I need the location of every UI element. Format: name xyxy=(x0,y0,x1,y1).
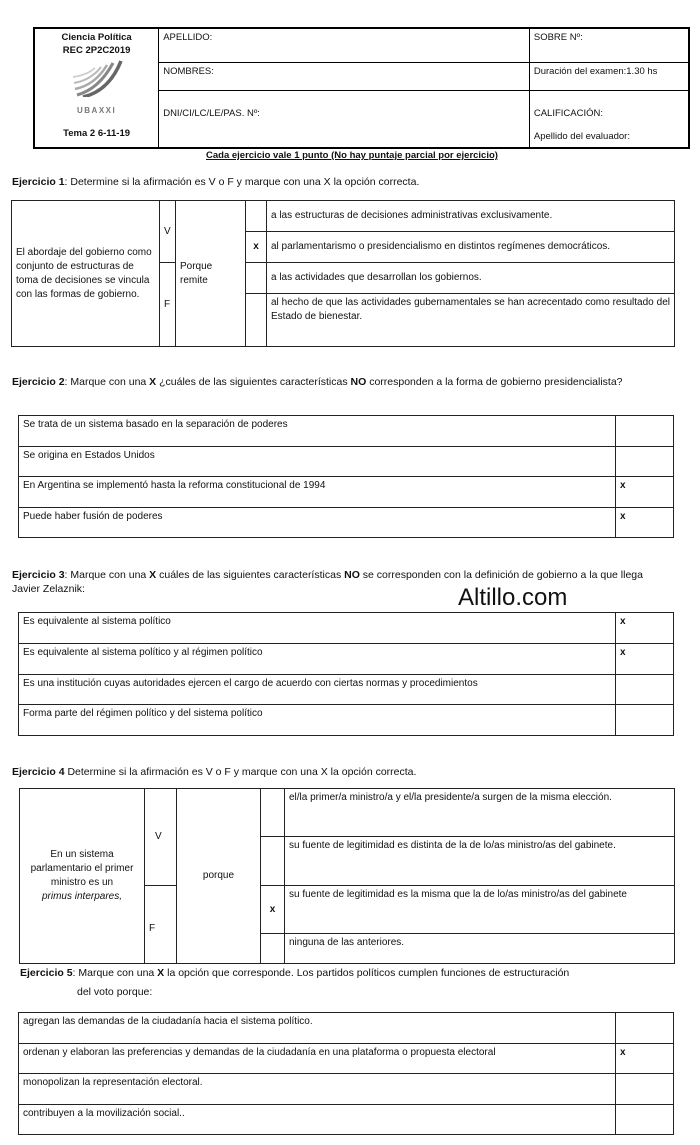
ej3-row-text: Forma parte del régimen político y del sistema político xyxy=(19,705,616,736)
ej5-row-mark[interactable] xyxy=(616,1074,674,1105)
ej1-prompt: Ejercicio 1: Determine si la afirmación es V o F y marque con una X la opción correcta. xyxy=(12,176,420,188)
ej4-mark-1[interactable] xyxy=(261,837,285,886)
ej4-prompt: Ejercicio 4 Determine si la afirmación es V o F y marque con una X la opción correcta. xyxy=(12,766,417,778)
duracion-cell xyxy=(529,62,689,90)
ej2-prompt: Ejercicio 2: Marque con una X ¿cuáles de las siguientes características NO corresponden a la forma de gobierno presidencialista? xyxy=(12,376,623,388)
calificacion-label: CALIFICACIÓN: xyxy=(533,107,604,119)
ej1-option-f[interactable]: F xyxy=(160,263,176,347)
ej3-table xyxy=(18,612,674,736)
ej3-row-text: Es equivalente al sistema político xyxy=(19,613,616,644)
course-code: REC 2P2C2019 xyxy=(62,45,131,56)
ej5-row-text: monopolizan la representación electoral. xyxy=(19,1074,616,1105)
ej2-row-text: Se origina en Estados Unidos xyxy=(19,447,616,477)
tema-date: Tema 2 6-11-19 xyxy=(63,128,131,139)
ej5-row-text: ordenan y elaboran las preferencias y demandas de la ciudadanía en una plataforma o propuesta electoral xyxy=(19,1044,616,1074)
ej5-prompt: Ejercicio 5: Marque con una X la opción que corresponde. Los partidos políticos cumplen funciones de estructuración xyxy=(20,967,570,979)
header-brand-cell xyxy=(34,28,159,148)
exam-header xyxy=(33,27,690,149)
ej2-row-mark[interactable] xyxy=(616,447,674,477)
ej5-row-mark[interactable] xyxy=(616,1013,674,1044)
dni-label: DNI/CI/LC/LE/PAS. Nº: xyxy=(163,107,260,119)
ej1-option-0: a las estructuras de decisiones administrativas exclusivamente. xyxy=(267,201,675,232)
ej4-option-0: el/la primer/a ministro/a y el/la presidente/a surgen de la misma elección. xyxy=(285,789,675,837)
ej1-option-3: al hecho de que las actividades gubernamentales se han acrecentado como resultado del Estado de bienestar. xyxy=(267,294,675,347)
ej4-option-1: su fuente de legitimidad es distinta de la de lo/as ministro/as del gabinete. xyxy=(285,837,675,886)
ej4-mark-0[interactable] xyxy=(261,789,285,837)
ej4-option-2: su fuente de legitimidad es la misma que la de lo/as ministro/as del gabinete xyxy=(285,886,675,934)
ej5-row-text: contribuyen a la movilización social.. xyxy=(19,1105,616,1135)
ej5-row-text: agregan las demandas de la ciudadanía hacia el sistema político. xyxy=(19,1013,616,1044)
ej1-connector: Porque remite xyxy=(176,201,246,347)
nombres-label: NOMBRES: xyxy=(163,65,214,77)
evaluador-label: Apellido del evaluador: xyxy=(533,130,630,142)
logo-text: UBAXXI xyxy=(76,106,117,115)
ej5-row-mark[interactable] xyxy=(616,1105,674,1135)
nombres-field[interactable] xyxy=(159,62,530,90)
calificacion-cell xyxy=(529,90,689,148)
ej4-option-f[interactable]: F xyxy=(145,886,177,964)
ej1-statement: El abordaje del gobierno como conjunto de estructuras de toma de decisiones se vincula con las formas de gobierno. xyxy=(12,201,160,347)
ej2-row-mark[interactable]: x xyxy=(616,508,674,538)
dni-field[interactable] xyxy=(159,90,530,148)
ej3-row-mark[interactable] xyxy=(616,675,674,705)
ej3-row-mark[interactable]: x xyxy=(616,644,674,675)
ej4-statement: En un sistema parlamentario el primer ministro es un primus interpares, xyxy=(20,789,145,964)
ej3-row-text: Es una institución cuyas autoridades ejercen el cargo de acuerdo con ciertas normas y procedimientos xyxy=(19,675,616,705)
ej5-row-mark[interactable]: x xyxy=(616,1044,674,1074)
ej3-row-mark[interactable] xyxy=(616,705,674,736)
ubaxxi-logo-icon xyxy=(69,59,125,97)
ej1-mark-3[interactable] xyxy=(246,294,267,347)
ej2-table xyxy=(18,415,674,538)
ej1-mark-2[interactable] xyxy=(246,263,267,294)
ej1-mark-0[interactable] xyxy=(246,201,267,232)
ej4-mark-3[interactable] xyxy=(261,934,285,964)
ej3-row-mark[interactable]: x xyxy=(616,613,674,644)
ej1-table xyxy=(11,200,675,347)
sobre-label: SOBRE Nº: xyxy=(533,32,583,43)
course-name: Ciencia Política xyxy=(61,32,132,43)
apellido-label: APELLIDO: xyxy=(163,32,213,43)
ej4-connector: porque xyxy=(177,789,261,964)
ej2-row-mark[interactable] xyxy=(616,416,674,447)
ej1-option-1: al parlamentarismo o presidencialismo en distintos regímenes democráticos. xyxy=(267,232,675,263)
ej4-table xyxy=(19,788,675,964)
altillo-watermark: Altillo.com xyxy=(458,584,568,611)
ej1-option-2: a las actividades que desarrollan los gobiernos. xyxy=(267,263,675,294)
ej3-prompt: Ejercicio 3: Marque con una X cuáles de las siguientes características NO se corresponden con la definición de gobierno a la que llega Javier Zelaznik: xyxy=(12,569,643,595)
sobre-field[interactable] xyxy=(529,28,689,62)
ej2-row-mark[interactable]: x xyxy=(616,477,674,508)
ej4-option-v[interactable]: V xyxy=(145,789,177,886)
duracion-label: Duración del examen:1.30 hs xyxy=(533,65,658,77)
ej5-table xyxy=(18,1012,674,1135)
ej2-row-text: Se trata de un sistema basado en la separación de poderes xyxy=(19,416,616,447)
ej4-option-3: ninguna de las anteriores. xyxy=(285,934,675,964)
ej2-row-text: En Argentina se implementó hasta la reforma constitucional de 1994 xyxy=(19,477,616,508)
scoring-notice: Cada ejercicio vale 1 punto (No hay puntaje parcial por ejercicio) xyxy=(206,150,498,161)
ej1-mark-1[interactable]: x xyxy=(246,232,267,263)
ej2-row-text: Puede haber fusión de poderes xyxy=(19,508,616,538)
ej3-row-text: Es equivalente al sistema político y al régimen político xyxy=(19,644,616,675)
apellido-field[interactable] xyxy=(159,28,530,62)
ej4-mark-2[interactable]: x xyxy=(261,886,285,934)
ej1-option-v[interactable]: V xyxy=(160,201,176,263)
ej5-prompt-cont: del voto porque: xyxy=(77,986,153,998)
